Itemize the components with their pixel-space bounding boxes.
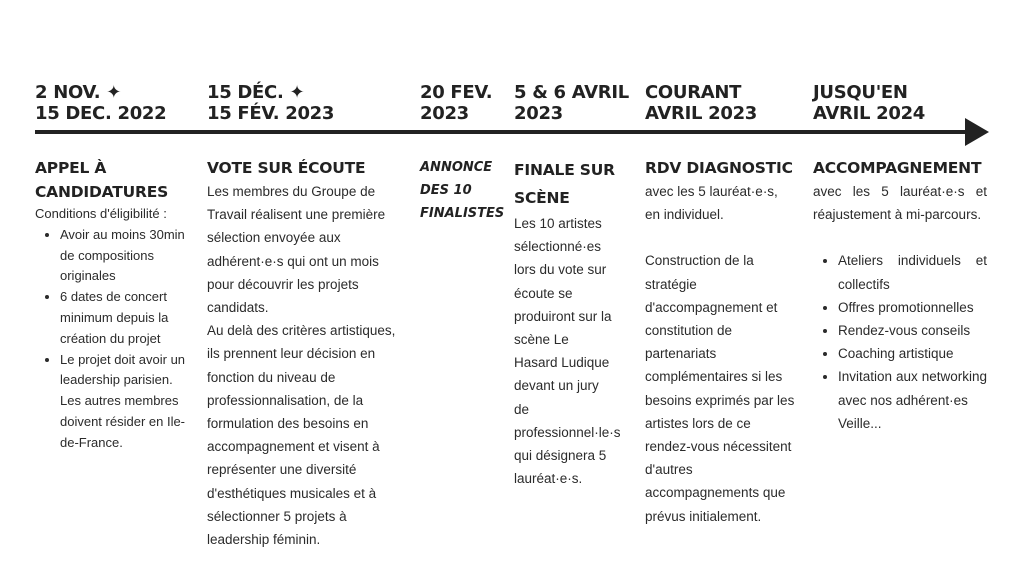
date-1-line1: 2 NOV. ✦ xyxy=(35,82,122,103)
step-4-paragraph: Les 10 artistes sélectionné·es lors du vote sur écoute se produiront sur la scène Le Hasard Ludique devant un jury de professionnel·le·s qui désignera 5 lauréat·e·s. xyxy=(514,216,621,487)
date-4 xyxy=(514,82,629,124)
list-item: • Le projet doit avoir un leadership parisien. Les autres membres doivent résider en Ile-de-France. xyxy=(60,350,195,454)
list-item: • Rendez-vous conseils xyxy=(838,319,987,342)
step-3-title xyxy=(420,156,510,225)
date-6-line1: JUSQU'EN xyxy=(813,82,908,103)
step-finalists-announcement xyxy=(420,156,510,225)
date-5-line1: COURANT xyxy=(645,82,742,103)
step-diagnostic-meeting xyxy=(645,156,795,528)
step-6-title: ACCOMPAGNEMENT xyxy=(813,159,982,177)
date-2-line2: 15 FÉV. 2023 xyxy=(207,103,335,124)
list-item: • Invitation aux networking avec nos adhérent·es xyxy=(838,365,987,411)
date-6 xyxy=(813,82,925,124)
step-2-paragraph-1: Les membres du Groupe de Travail réalisent une première sélection envoyée aux adhérent·e·s qui ont un mois pour découvrir les projets candidats. xyxy=(207,184,386,316)
timeline-axis xyxy=(35,130,975,134)
step-5-title: RDV DIAGNOSTIC xyxy=(645,159,793,177)
support-list xyxy=(813,249,987,435)
step-5-paragraph-1: avec les 5 lauréat·e·s, en individuel. xyxy=(645,184,778,223)
spacer xyxy=(813,226,987,249)
step-1-title-line2: CANDIDATURES xyxy=(35,183,169,201)
step-5-paragraph-2: Construction de la stratégie d'accompagnement et constitution de partenariats complémentaires si les besoins exprimés par les artistes lors de ce rendez-vous nécessitent d'autres accompagnements que prévus initialement. xyxy=(645,253,795,524)
eligibility-intro: Conditions d'éligibilité : xyxy=(35,206,167,221)
step-5-body xyxy=(645,180,795,528)
step-listening-vote xyxy=(207,156,407,551)
step-call-for-applications xyxy=(35,156,195,454)
step-4-body xyxy=(514,212,621,490)
date-5-line2: AVRIL 2023 xyxy=(645,103,758,124)
step-3-line2: DES 10 xyxy=(420,183,472,198)
list-item: • 6 dates de concert minimum depuis la création du projet xyxy=(60,287,195,349)
step-4-title-line2: SCÈNE xyxy=(514,189,570,207)
list-item: Veille... xyxy=(838,415,882,431)
step-stage-final xyxy=(514,156,621,490)
step-3-line1: ANNONCE xyxy=(420,160,493,175)
list-item: • Offres promotionnelles xyxy=(838,296,987,319)
step-6-paragraph: avec les 5 lauréat·e·s et réajustement à mi-parcours. xyxy=(813,184,987,223)
list-item: • Coaching artistique xyxy=(838,342,987,365)
date-3-line2: 2023 xyxy=(420,103,469,124)
step-2-body xyxy=(207,180,407,551)
step-4-title xyxy=(514,156,616,212)
date-3-line1: 20 FEV. xyxy=(420,82,493,103)
arrow-right-icon xyxy=(965,118,989,146)
step-6-body xyxy=(813,180,987,435)
step-1-body xyxy=(35,204,195,454)
list-item: • Avoir au moins 30min de compositions originales xyxy=(60,225,195,287)
date-4-line1: 5 & 6 AVRIL xyxy=(514,82,629,103)
date-1-line2: 15 DEC. 2022 xyxy=(35,103,167,124)
step-1-title xyxy=(35,156,195,204)
date-1 xyxy=(35,82,166,124)
date-3 xyxy=(420,82,492,124)
date-5 xyxy=(645,82,757,124)
date-2 xyxy=(207,82,334,124)
step-3-line3: FINALISTES xyxy=(420,206,505,221)
eligibility-list xyxy=(35,225,195,454)
spacer xyxy=(645,226,795,249)
date-6-line2: AVRIL 2024 xyxy=(813,103,926,124)
date-4-line2: 2023 xyxy=(514,103,563,124)
step-2-paragraph-2: Au delà des critères artistiques, ils prennent leur décision en fonction du niveau de professionnalisation, de la formulation des besoins en accompagnement et visent à représenter une diversité d'esthétiques musicales et à sélectionner 5 projets à leadership féminin. xyxy=(207,323,396,548)
step-1-title-line1: APPEL À xyxy=(35,159,107,177)
step-2-title: VOTE SUR ÉCOUTE xyxy=(207,159,366,177)
step-4-title-line1: FINALE SUR xyxy=(514,161,615,179)
step-support xyxy=(813,156,987,435)
list-item: • Ateliers individuels et collectifs xyxy=(838,249,987,295)
date-2-line1: 15 DÉC. ✦ xyxy=(207,82,305,103)
